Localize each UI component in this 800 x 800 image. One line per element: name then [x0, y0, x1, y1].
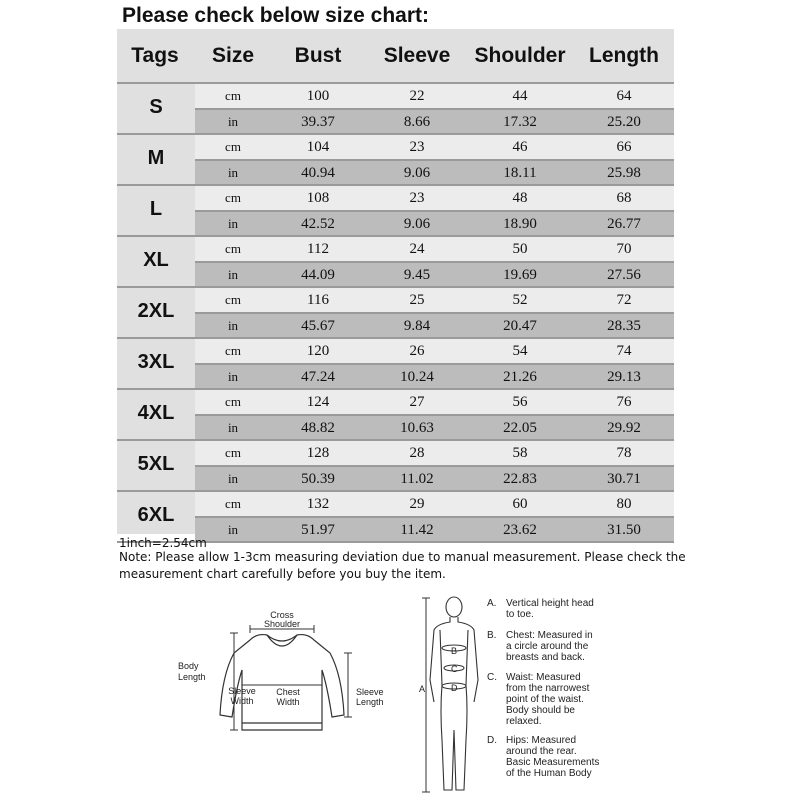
value-cell: 45.67 [301, 317, 335, 334]
table-row-in [195, 263, 674, 287]
chest-width-label-2: Width [276, 697, 300, 707]
table-row-in [195, 161, 674, 185]
value-cell: 30.71 [607, 470, 641, 487]
sweater-measurement-diagram [172, 605, 397, 745]
value-cell: 26 [409, 343, 425, 359]
value-cell: 42.52 [301, 215, 335, 232]
unit-cell: in [227, 113, 239, 129]
table-row-in [195, 518, 674, 542]
value-cell: 9.06 [403, 164, 431, 181]
table-row-in [195, 365, 674, 389]
value-cell: 10.63 [400, 419, 434, 436]
table-row-cm [195, 84, 674, 108]
size-tag: 3XL [137, 351, 175, 373]
size-tag: S [149, 96, 163, 118]
sleeve-width-label-2: Width [230, 696, 254, 706]
table-header [117, 29, 674, 82]
value-cell: 104 [306, 139, 330, 155]
page-title: Please check below size chart: [122, 4, 429, 27]
note-line-2: measurement chart carefully before you buy the item. [119, 567, 446, 581]
value-cell: 11.42 [400, 521, 434, 538]
legend-line: relaxed. [506, 716, 542, 727]
value-cell: 50 [512, 241, 528, 257]
value-cell: 44.09 [301, 266, 335, 283]
marker-a: A [419, 684, 426, 694]
value-cell: 28.35 [607, 317, 641, 334]
value-cell: 17.32 [503, 113, 537, 130]
value-cell: 56 [512, 394, 528, 410]
value-cell: 8.66 [403, 113, 431, 130]
table-row-cm [195, 339, 674, 363]
table-row-cm [195, 390, 674, 414]
value-cell: 51.97 [301, 521, 335, 538]
unit-cell: cm [225, 241, 241, 256]
value-cell: 9.45 [403, 266, 431, 283]
value-cell: 31.50 [607, 521, 641, 538]
value-cell: 48 [512, 190, 528, 206]
legend-line: breasts and back. [506, 652, 585, 663]
size-tag: L [149, 198, 163, 220]
value-cell: 20.47 [503, 317, 537, 334]
conversion-text: 1inch=2.54cm [119, 536, 207, 550]
legend-line: Body should be [506, 705, 575, 716]
size-tag: 2XL [137, 300, 175, 322]
legend-item [487, 735, 599, 779]
legend-line: of the Human Body [506, 768, 592, 779]
value-cell: 78 [616, 445, 632, 461]
unit-cell: in [227, 164, 239, 180]
value-cell: 116 [307, 292, 329, 308]
value-cell: 27.56 [607, 266, 641, 283]
size-chart-table [117, 29, 674, 538]
value-cell: 22 [409, 88, 425, 104]
unit-cell: in [227, 215, 239, 231]
legend-line: to toe. [506, 609, 534, 620]
unit-cell: cm [225, 445, 241, 460]
marker-b: B [451, 646, 458, 656]
legend-line: Basic Measurements [506, 757, 600, 768]
note-line-1: Note: Please allow 1-3cm measuring deviation due to manual measurement. Please check the [119, 550, 686, 564]
header-length: Length [589, 44, 659, 67]
legend-line: Hips: Measured [506, 735, 577, 746]
value-cell: 19.69 [503, 266, 537, 283]
value-cell: 54 [512, 343, 528, 359]
value-cell: 40.94 [301, 164, 335, 181]
value-cell: 120 [306, 343, 330, 359]
human-body-diagram [412, 590, 492, 800]
height-marker [422, 598, 430, 792]
value-cell: 132 [306, 496, 330, 512]
legend-line: Chest: Measured in [506, 630, 593, 641]
header-bust: Bust [294, 44, 342, 67]
legend-line: a circle around the [506, 641, 589, 652]
size-tag: 6XL [137, 504, 175, 526]
table-row-in [195, 212, 674, 236]
value-cell: 22.83 [503, 470, 537, 487]
value-cell: 66 [616, 139, 632, 155]
value-cell: 74 [616, 343, 632, 359]
unit-cell: cm [225, 292, 241, 307]
header-tags: Tags [131, 44, 179, 67]
value-cell: 9.06 [403, 215, 431, 232]
marker-c: C [451, 664, 458, 674]
sleeve-length-label-2: Length [356, 697, 384, 707]
value-cell: 11.02 [400, 470, 434, 487]
body-length-label-1: Body [178, 661, 199, 671]
body-figure-icon [430, 597, 478, 790]
unit-cell: cm [225, 88, 241, 103]
sweater-outline [220, 635, 344, 730]
value-cell: 60 [512, 496, 528, 512]
value-cell: 44 [512, 88, 528, 104]
value-cell: 27 [409, 394, 425, 410]
unit-cell: cm [225, 394, 241, 409]
value-cell: 100 [306, 88, 330, 104]
value-cell: 23.62 [503, 521, 537, 538]
unit-cell: cm [225, 496, 241, 511]
size-tag: 5XL [137, 453, 175, 475]
header-shoulder: Shoulder [474, 44, 566, 67]
chest-width-label-1: Chest [276, 687, 300, 697]
unit-cell: in [227, 470, 239, 486]
value-cell: 68 [616, 190, 632, 206]
value-cell: 18.11 [503, 164, 537, 181]
value-cell: 22.05 [503, 419, 537, 436]
legend-item [487, 598, 594, 620]
value-cell: 112 [307, 241, 329, 257]
table-row-in [195, 314, 674, 338]
value-cell: 25.98 [607, 164, 641, 181]
legend-line: Vertical height head [506, 598, 594, 609]
table-row-in [195, 467, 674, 491]
value-cell: 72 [616, 292, 632, 308]
value-cell: 108 [306, 190, 330, 206]
table-row-cm [195, 237, 674, 261]
value-cell: 47.24 [301, 368, 335, 385]
unit-cell: cm [225, 343, 241, 358]
table-row-in [195, 416, 674, 440]
value-cell: 18.90 [503, 215, 537, 232]
value-cell: 58 [512, 445, 528, 461]
table-row-cm [195, 441, 674, 465]
legend-line: from the narrowest [506, 683, 590, 694]
value-cell: 70 [616, 241, 632, 257]
table-row-cm [195, 492, 674, 516]
value-cell: 24 [409, 241, 425, 257]
value-cell: 64 [616, 88, 632, 104]
size-tag: 4XL [137, 402, 175, 424]
cross-shoulder-label-1: Cross [270, 610, 294, 620]
table-row-cm [195, 186, 674, 210]
unit-cell: in [227, 266, 239, 282]
legend-line: Waist: Measured [506, 672, 581, 683]
value-cell: 10.24 [400, 368, 434, 385]
sleeve-width-label-1: Sleeve [228, 686, 256, 696]
value-cell: 9.84 [403, 317, 431, 334]
unit-cell: in [227, 521, 239, 537]
value-cell: 25 [409, 292, 425, 308]
header-size: Size [211, 44, 255, 67]
value-cell: 76 [616, 394, 632, 410]
value-cell: 26.77 [607, 215, 641, 232]
value-cell: 124 [306, 394, 330, 410]
unit-cell: in [227, 317, 239, 333]
unit-cell: cm [225, 139, 241, 154]
legend-line: point of the waist. [506, 694, 584, 705]
table-row-in [195, 110, 674, 134]
value-cell: 25.20 [607, 113, 641, 130]
size-tag: XL [143, 249, 169, 271]
marker-d: D [451, 683, 458, 693]
unit-cell: cm [225, 190, 241, 205]
value-cell: 39.37 [301, 113, 335, 130]
legend-letter: D. [487, 735, 497, 746]
value-cell: 52 [512, 292, 528, 308]
value-cell: 28 [409, 445, 425, 461]
body-length-label-2: Length [178, 672, 206, 682]
header-sleeve: Sleeve [383, 44, 451, 67]
cross-shoulder-label-2: Shoulder [263, 619, 301, 629]
legend-line: around the rear. [506, 746, 577, 757]
legend-letter: A. [487, 598, 497, 609]
legend-item [487, 630, 593, 663]
legend-item [487, 672, 589, 727]
size-tag: M [147, 147, 165, 169]
value-cell: 50.39 [301, 470, 335, 487]
value-cell: 29.13 [607, 368, 641, 385]
value-cell: 48.82 [301, 419, 335, 436]
value-cell: 29.92 [607, 419, 641, 436]
value-cell: 128 [306, 445, 330, 461]
value-cell: 21.26 [503, 368, 537, 385]
value-cell: 23 [409, 139, 425, 155]
value-cell: 23 [409, 190, 425, 206]
table-row-cm [195, 135, 674, 159]
value-cell: 80 [616, 496, 632, 512]
unit-cell: in [227, 368, 239, 384]
unit-cell: in [227, 419, 239, 435]
legend-letter: C. [487, 672, 497, 683]
table-row-cm [195, 288, 674, 312]
legend-letter: B. [487, 630, 497, 641]
sleeve-length-label-1: Sleeve [356, 687, 384, 697]
value-cell: 29 [409, 496, 425, 512]
value-cell: 46 [512, 139, 528, 155]
